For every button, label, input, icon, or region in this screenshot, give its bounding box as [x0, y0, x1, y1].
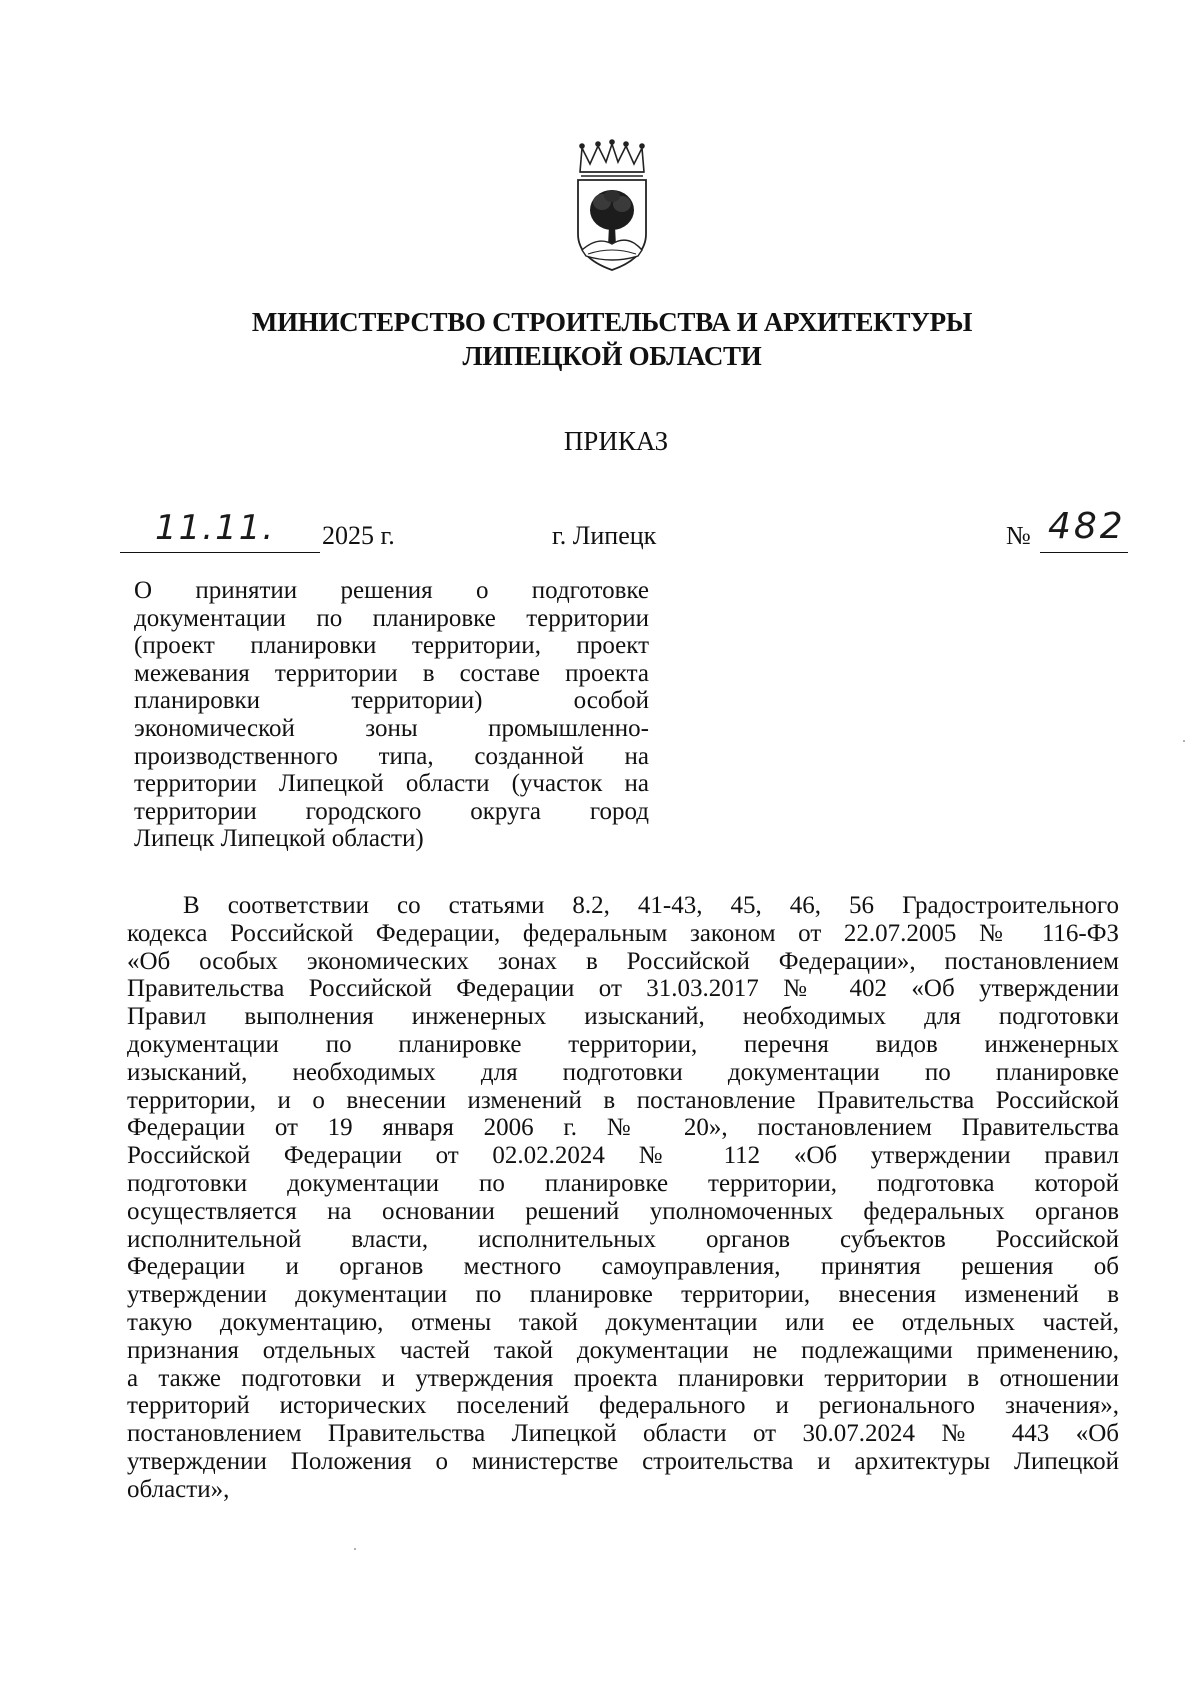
- body-line: постановлением Правительства Липецкой области от 30.07.2024 № 443 «Об: [127, 1420, 1119, 1448]
- body-line: Правил выполнения инженерных изысканий, необходимых для подготовки: [127, 1003, 1119, 1031]
- document-type-title: ПРИКАЗ: [563, 426, 669, 456]
- body-line: территорий исторических поселений федерального и регионального значения»,: [127, 1392, 1119, 1420]
- subject-line: территории Липецкой области (участок на: [134, 770, 649, 798]
- body-line: изысканий, необходимых для подготовки документации по планировке: [127, 1058, 1119, 1086]
- scan-speck: [1183, 740, 1185, 742]
- body-line: такую документацию, отмены такой документации или ее отдельных частей,: [127, 1308, 1119, 1336]
- subject-line: Липецк Липецкой области): [134, 825, 424, 853]
- body-line: утверждении Положения о министерстве строительства и архитектуры Липецкой: [127, 1447, 1119, 1475]
- subject-line: О принятии решения о подготовке: [134, 577, 649, 604]
- body-line: Федерации от 19 января 2006 г. № 20», постановлением Правительства: [127, 1114, 1119, 1142]
- body-line: территории, и о внесении изменений в постановление Правительства Российской: [127, 1086, 1119, 1114]
- body-line: Правительства Российской Федерации от 31.03.2017 № 402 «Об утверждении: [127, 975, 1119, 1003]
- coat-of-arms-emblem: [572, 138, 652, 272]
- order-body-paragraph: [127, 892, 1119, 1504]
- body-line: Российской Федерации от 02.02.2024 № 112 «Об утверждении правил: [127, 1142, 1119, 1170]
- city: г. Липецк: [552, 521, 657, 550]
- body-line: исполнительной власти, исполнительных органов субъектов Российской: [127, 1225, 1119, 1253]
- date-handwritten: 11.11.: [155, 508, 276, 548]
- ministry-title-line1: МИНИСТЕРСТВО СТРОИТЕЛЬСТВА И АРХИТЕКТУРЫ: [251, 307, 973, 337]
- body-line: кодекса Российской Федерации, федеральным законом от 22.07.2005 № 116-ФЗ: [127, 919, 1119, 947]
- body-line: осуществляется на основании решений уполномоченных федеральных органов: [127, 1197, 1119, 1225]
- subject-line: межевания территории в составе проекта: [134, 659, 649, 687]
- number-label: №: [1006, 521, 1031, 550]
- body-line: области»,: [127, 1475, 230, 1503]
- body-line: признания отдельных частей такой документации не подлежащими применению,: [127, 1336, 1119, 1364]
- body-line: а также подготовки и утверждения проекта планировки территории в отношении: [127, 1364, 1119, 1392]
- body-line: «Об особых экономических зонах в Российской Федерации», постановлением: [127, 947, 1119, 975]
- subject-line: производственного типа, созданной на: [134, 742, 649, 770]
- document-number-handwritten: 482: [1048, 506, 1126, 547]
- subject-line: экономической зоны промышленно-: [134, 714, 649, 742]
- body-line: документации по планировке территории, перечня видов инженерных: [127, 1030, 1119, 1058]
- subject-line: планировки территории) особой: [134, 687, 649, 715]
- body-line: подготовки документации по планировке территории, подготовка которой: [127, 1169, 1119, 1197]
- date-year: 2025 г.: [322, 521, 395, 550]
- order-subject: [134, 577, 649, 853]
- subject-line: (проект планировки территории, проект: [134, 632, 649, 660]
- subject-line: территории городского округа город: [134, 797, 649, 825]
- ministry-title-line2: ЛИПЕЦКОЙ ОБЛАСТИ: [462, 341, 762, 371]
- subject-line: документации по планировке территории: [134, 604, 649, 632]
- body-line: В соответствии со статьями 8.2, 41-43, 45, 46, 56 Градостроительного: [183, 892, 1119, 919]
- body-line: Федерации и органов местного самоуправления, принятия решения об: [127, 1253, 1119, 1281]
- scan-speck: [354, 1548, 356, 1550]
- body-line: утверждении документации по планировке территории, внесения изменений в: [127, 1281, 1119, 1309]
